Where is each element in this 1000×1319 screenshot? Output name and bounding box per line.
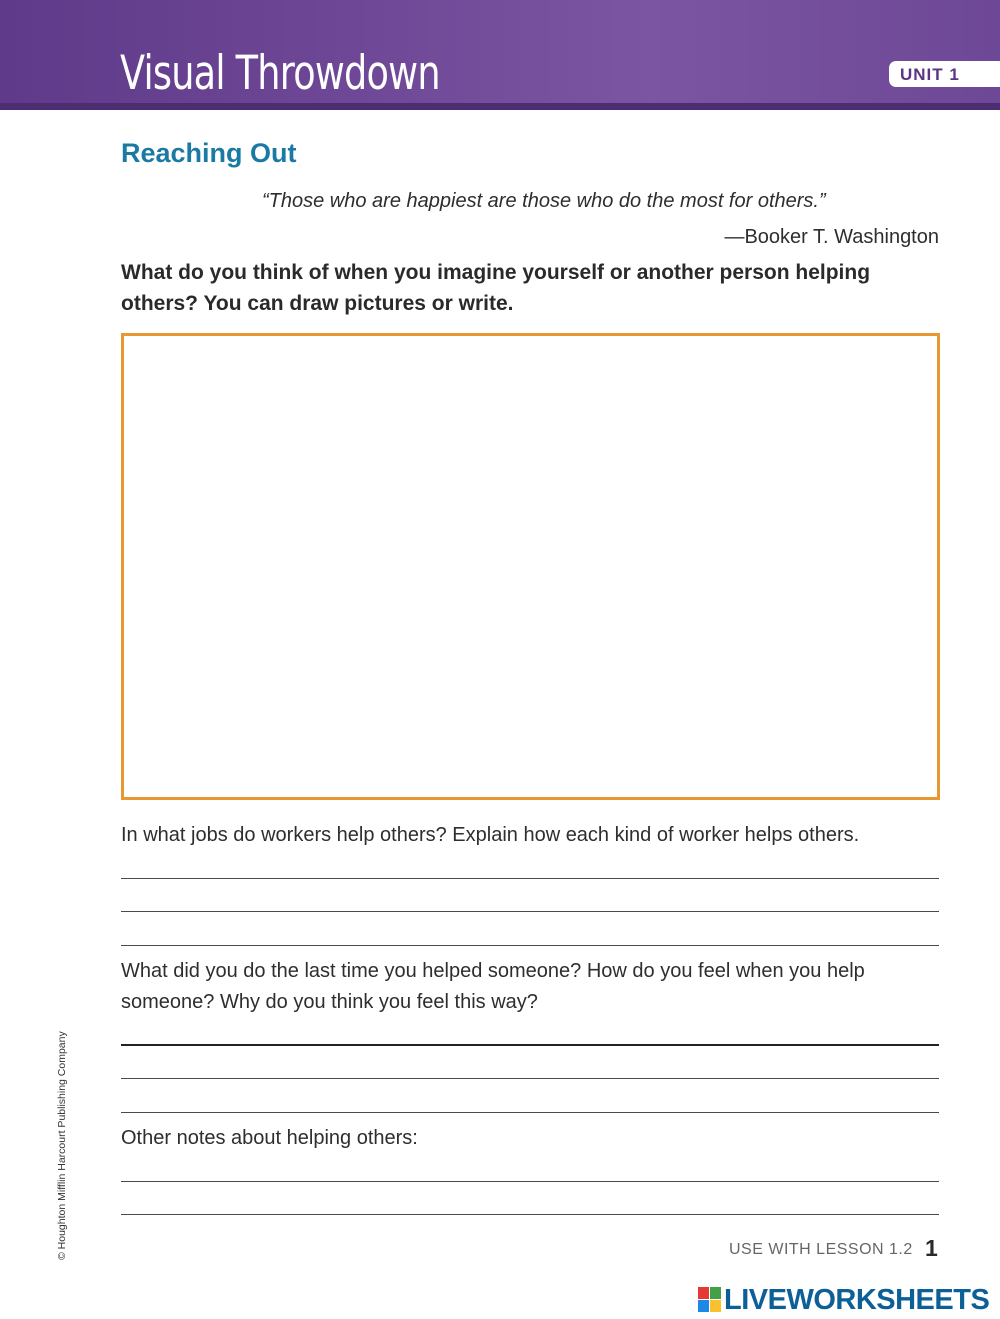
quote-attribution: —Booker T. Washington xyxy=(724,226,939,248)
answer-line[interactable] xyxy=(121,878,939,879)
drawing-prompt: What do you think of when you imagine yourself or another person helping others? You can draw pictures or write. xyxy=(121,261,871,315)
liveworksheets-logo xyxy=(698,1285,989,1315)
logo-block xyxy=(710,1300,721,1312)
answer-line[interactable] xyxy=(121,1112,939,1113)
lesson-reference: USE WITH LESSON 1.2 xyxy=(729,1241,913,1258)
logo-block xyxy=(698,1300,709,1312)
worksheet-title: Visual Throwdown xyxy=(120,46,440,101)
question-last-helped: What did you do the last time you helped someone? How do you feel when you help someone? Why do you think you feel this way? xyxy=(121,960,865,1013)
answer-line[interactable] xyxy=(121,945,939,946)
answer-line[interactable] xyxy=(121,911,939,912)
answer-line[interactable] xyxy=(121,1044,939,1046)
answer-line[interactable] xyxy=(121,1214,939,1215)
copyright-notice: © Houghton Mifflin Harcourt Publishing Company xyxy=(56,1031,68,1260)
header-banner xyxy=(0,0,1000,110)
question-jobs: In what jobs do workers help others? Explain how each kind of worker helps others. xyxy=(121,824,860,846)
unit-tab xyxy=(889,61,1000,87)
logo-text: LIVEWORKSHEETS xyxy=(724,1284,990,1316)
logo-block xyxy=(710,1287,721,1299)
section-title: Reaching Out xyxy=(121,138,297,168)
page-number: 1 xyxy=(925,1235,938,1261)
unit-label: UNIT 1 xyxy=(900,65,960,84)
liveworksheets-icon xyxy=(698,1287,722,1313)
answer-line[interactable] xyxy=(121,1078,939,1079)
quote-text: “Those who are happiest are those who do the most for others.” xyxy=(262,190,826,212)
question-other-notes: Other notes about helping others: xyxy=(121,1127,418,1149)
answer-line[interactable] xyxy=(121,1181,939,1182)
drawing-area[interactable] xyxy=(121,333,940,800)
logo-block xyxy=(698,1287,709,1299)
